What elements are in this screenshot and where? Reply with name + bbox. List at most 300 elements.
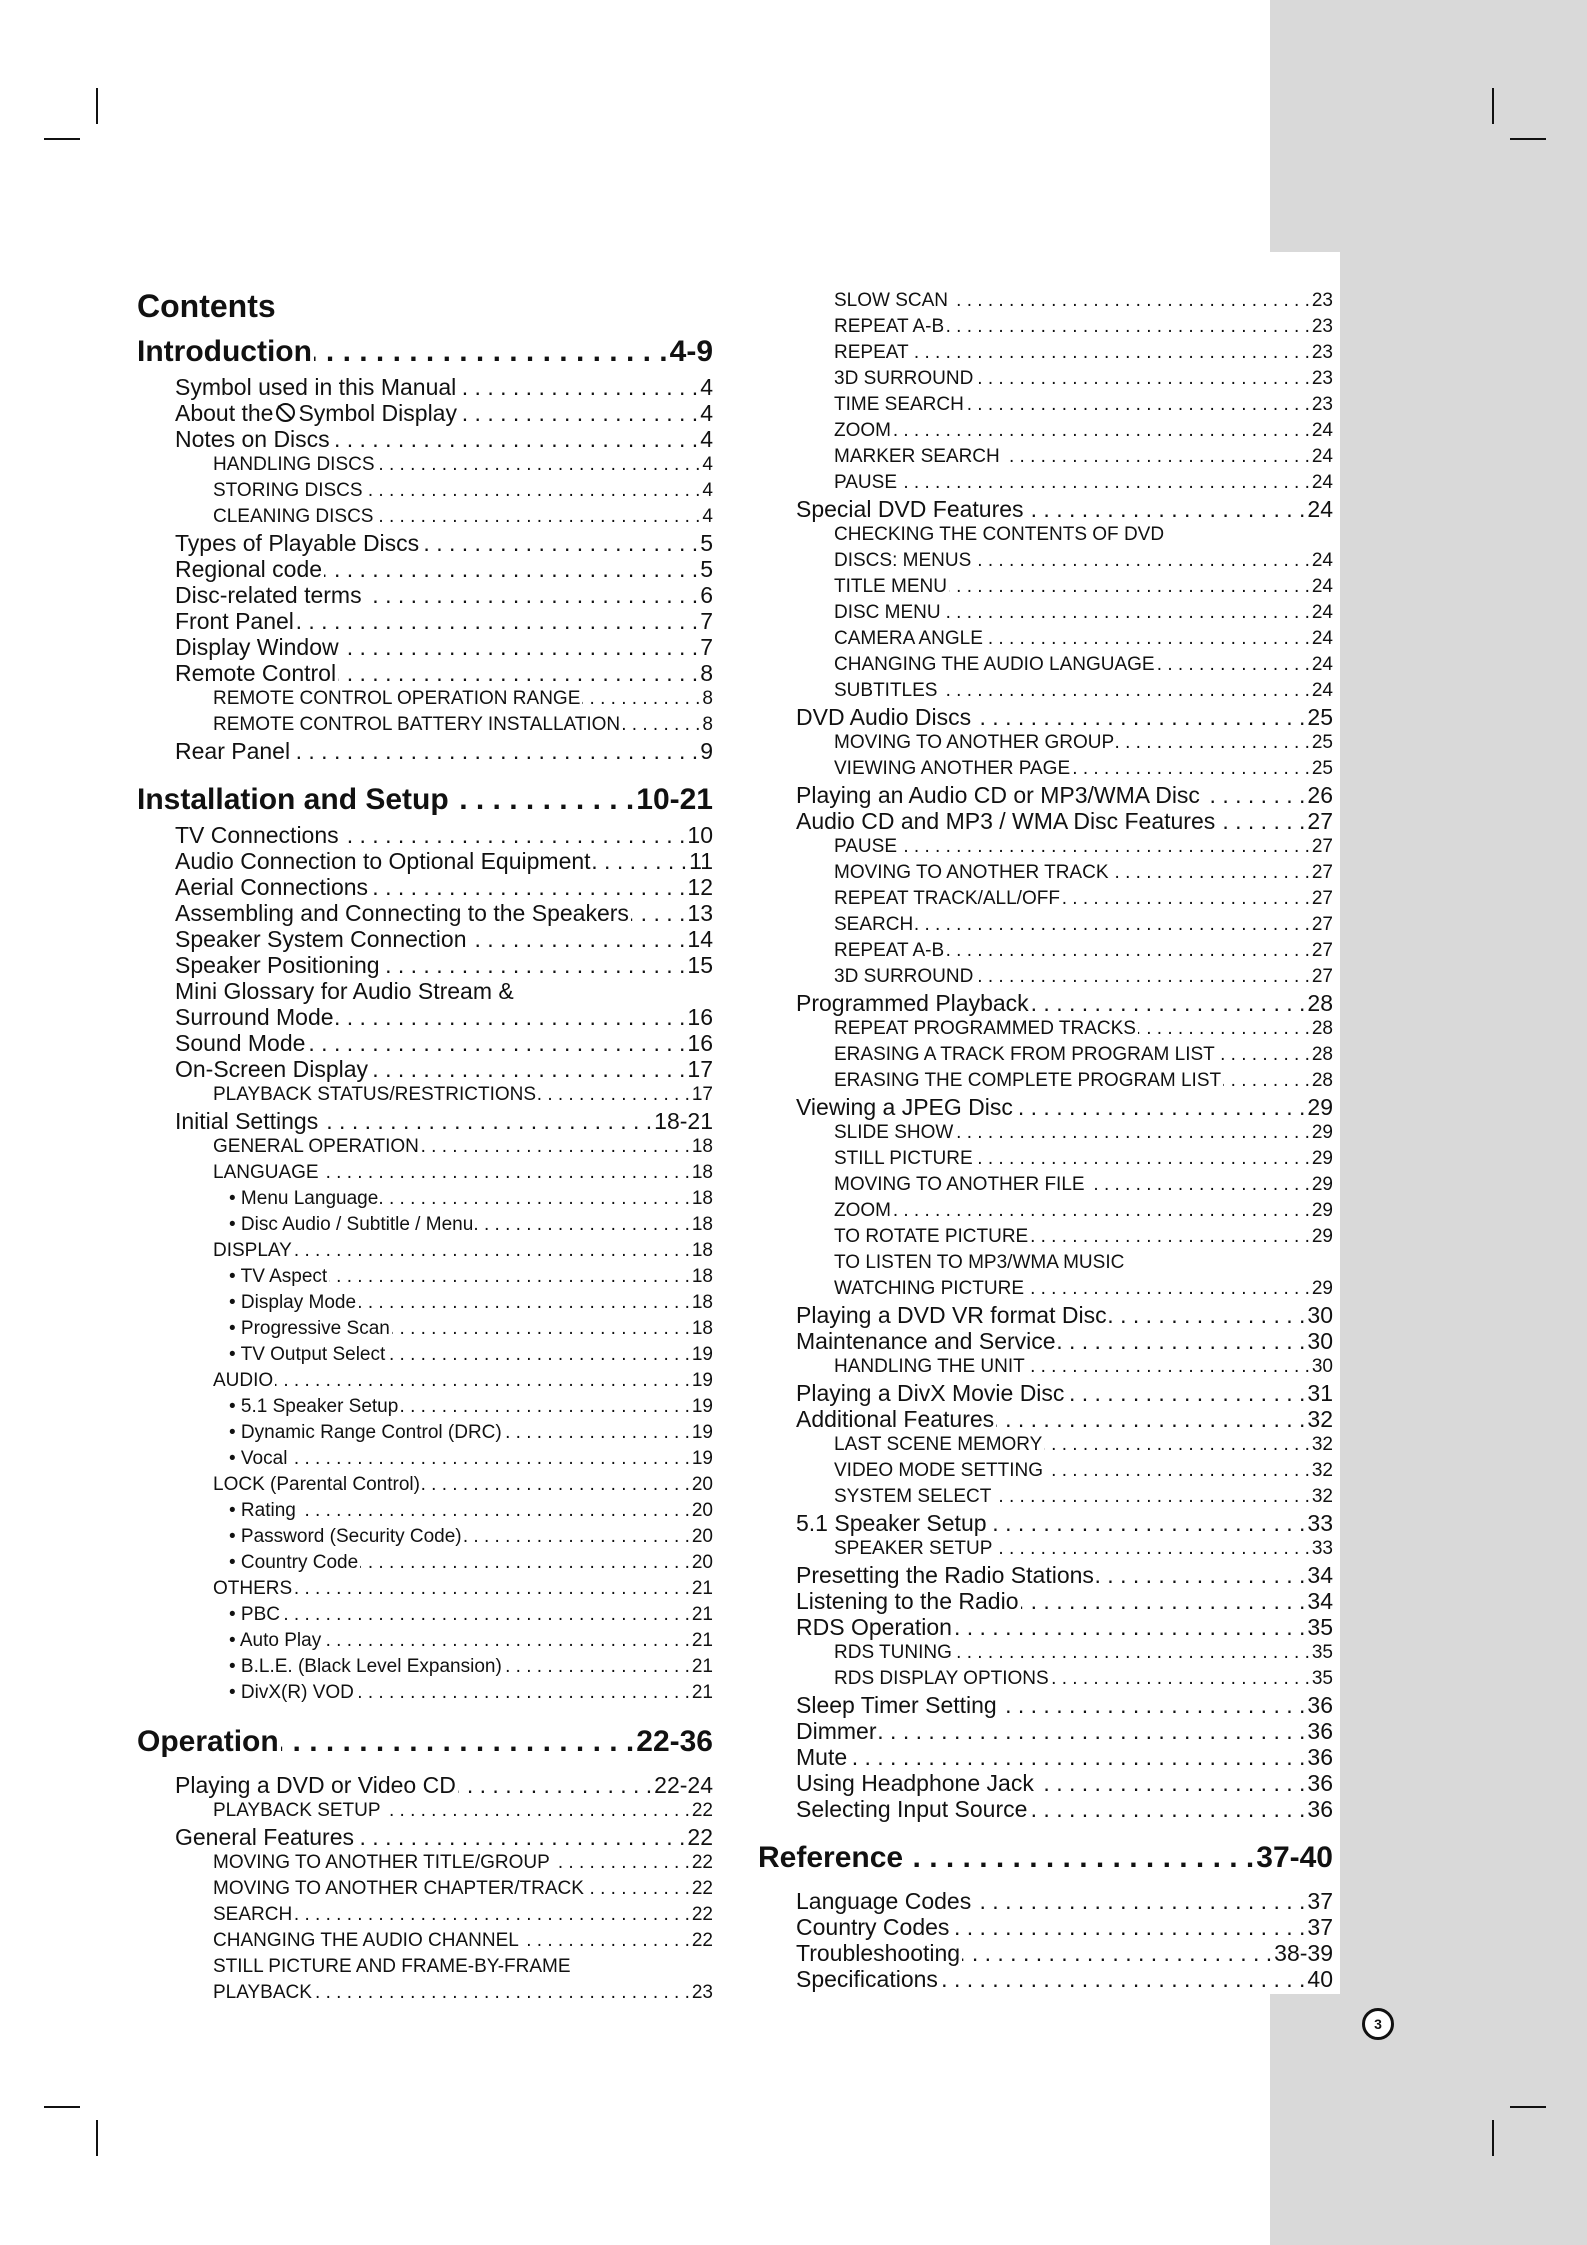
toc-page-number: 21 <box>691 1604 713 1625</box>
leader-dots <box>950 288 1310 314</box>
toc-entry-label: • Auto Play <box>229 1630 322 1651</box>
toc-entry-label: VIEWING ANOTHER PAGE <box>834 758 1071 779</box>
toc-entry[interactable] <box>758 366 1333 392</box>
toc-entry[interactable] <box>758 652 1333 678</box>
toc-entry[interactable] <box>758 1888 1333 1914</box>
toc-entry[interactable] <box>758 626 1333 652</box>
leader-dots <box>946 314 1310 340</box>
toc-entry-label: Language Codes <box>796 1888 972 1914</box>
toc-entry[interactable] <box>758 1172 1333 1198</box>
toc-entry[interactable] <box>758 1588 1333 1614</box>
toc-entry[interactable] <box>758 1966 1333 1992</box>
toc-entry[interactable] <box>758 496 1333 522</box>
toc-page-number: 35 <box>1307 1614 1333 1640</box>
leader-dots <box>365 478 701 504</box>
leader-dots <box>879 1718 1306 1744</box>
toc-page-number: 25 <box>1311 732 1333 753</box>
toc-page-number: 28 <box>1307 990 1333 1016</box>
toc-page-number: 27 <box>1311 966 1333 987</box>
toc-page-number: 20 <box>691 1526 713 1547</box>
leader-dots <box>458 1772 652 1798</box>
toc-entry-label: Playing a DVD VR format Disc <box>796 1302 1107 1328</box>
toc-page-number: 24 <box>1311 550 1333 571</box>
toc-entry[interactable] <box>137 1602 713 1628</box>
leader-dots <box>975 1146 1310 1172</box>
toc-page-number: 30 <box>1307 1302 1333 1328</box>
toc-entry[interactable] <box>137 1082 713 1108</box>
toc-entry[interactable] <box>137 1368 713 1394</box>
toc-right-column <box>758 288 1333 1992</box>
toc-entry-label: RDS TUNING <box>834 1642 952 1663</box>
toc-section-heading[interactable] <box>758 1836 1333 1880</box>
toc-entry[interactable] <box>137 1420 713 1446</box>
toc-entry[interactable] <box>137 1004 713 1030</box>
leader-dots <box>993 1484 1310 1510</box>
toc-page-number: 29 <box>1311 1174 1333 1195</box>
toc-entry-label: Regional code <box>175 556 323 582</box>
toc-entry-label: • Password (Security Code) <box>229 1526 462 1547</box>
toc-entry-label: • Menu Language <box>229 1188 379 1209</box>
toc-entry[interactable] <box>137 1628 713 1654</box>
leader-dots <box>1027 1354 1310 1380</box>
toc-entry[interactable] <box>137 1902 713 1928</box>
toc-entry-label: ERASING A TRACK FROM PROGRAM LIST <box>834 1044 1215 1065</box>
leader-dots <box>552 1850 690 1876</box>
toc-page-number: 27 <box>1307 808 1333 834</box>
leader-dots <box>451 778 635 822</box>
toc-entry-label: PLAYBACK SETUP <box>213 1800 381 1821</box>
leader-dots <box>893 1198 1310 1224</box>
leader-dots <box>975 366 1310 392</box>
toc-entry[interactable] <box>137 1290 713 1316</box>
toc-entry[interactable] <box>758 444 1333 470</box>
toc-page-number: 23 <box>691 1982 713 2003</box>
toc-page-number: 40 <box>1307 1966 1333 1992</box>
toc-entry[interactable] <box>758 1914 1333 1940</box>
leader-dots <box>521 1928 690 1954</box>
toc-entry[interactable] <box>758 1666 1333 1692</box>
toc-entry[interactable] <box>758 1250 1333 1276</box>
toc-entry[interactable] <box>137 478 713 504</box>
toc-entry[interactable] <box>137 1342 713 1368</box>
toc-entry-label: • Dynamic Range Control (DRC) <box>229 1422 502 1443</box>
toc-entry[interactable] <box>137 1876 713 1902</box>
toc-entry[interactable] <box>758 1328 1333 1354</box>
toc-entry[interactable] <box>758 1510 1333 1536</box>
toc-entry-label: ZOOM <box>834 420 891 441</box>
toc-entry-label: PAUSE <box>834 836 898 857</box>
toc-entry[interactable] <box>137 1576 713 1602</box>
toc-page-number: 24 <box>1307 496 1333 522</box>
leader-dots <box>996 1406 1305 1432</box>
toc-page-number: 4 <box>700 426 713 452</box>
toc-entry[interactable] <box>758 912 1333 938</box>
leader-dots <box>1109 1302 1306 1328</box>
toc-entry-label: TO ROTATE PICTURE <box>834 1226 1029 1247</box>
toc-entry[interactable] <box>758 1068 1333 1094</box>
toc-entry[interactable] <box>758 1042 1333 1068</box>
toc-entry[interactable] <box>758 808 1333 834</box>
leader-dots <box>1096 1562 1306 1588</box>
toc-entry[interactable] <box>758 1380 1333 1406</box>
toc-entry[interactable] <box>758 548 1333 574</box>
toc-entry[interactable] <box>137 1550 713 1576</box>
toc-entry[interactable] <box>758 314 1333 340</box>
leader-dots <box>582 686 700 712</box>
toc-entry[interactable] <box>758 1484 1333 1510</box>
toc-page-number: 24 <box>1311 446 1333 467</box>
toc-entry[interactable] <box>137 1772 713 1798</box>
leader-dots <box>282 1602 690 1628</box>
toc-entry[interactable] <box>137 1030 713 1056</box>
toc-entry[interactable] <box>137 1954 713 1980</box>
toc-page-number: 10-21 <box>636 783 713 816</box>
toc-entry-label: Audio CD and MP3 / WMA Disc Features <box>796 808 1216 834</box>
toc-section-heading[interactable] <box>137 1720 713 1764</box>
toc-page-number: 18 <box>691 1136 713 1157</box>
leader-dots <box>985 626 1310 652</box>
toc-entry-label: • Display Mode <box>229 1292 357 1313</box>
toc-entry[interactable] <box>758 1770 1333 1796</box>
toc-entry[interactable] <box>137 374 713 400</box>
toc-page-number: 22 <box>691 1852 713 1873</box>
crop-mark <box>96 2120 98 2156</box>
leader-dots <box>1045 1458 1310 1484</box>
toc-page-number: 18 <box>691 1162 713 1183</box>
toc-entry[interactable] <box>137 822 713 848</box>
toc-entry[interactable] <box>758 1718 1333 1744</box>
toc-entry[interactable] <box>137 848 713 874</box>
toc-entry-label: SPEAKER SETUP <box>834 1538 993 1559</box>
leader-dots <box>962 1940 1272 1966</box>
toc-page-number: 27 <box>1311 914 1333 935</box>
toc-page-number: 4-9 <box>669 335 713 368</box>
toc-entry-label: General Features <box>175 1824 354 1850</box>
toc-entry[interactable] <box>758 1146 1333 1172</box>
toc-entry-label: Rear Panel <box>175 738 291 764</box>
toc-page-number: 7 <box>700 634 713 660</box>
toc-page-number: 34 <box>1307 1562 1333 1588</box>
toc-page-number: 30 <box>1311 1356 1333 1377</box>
toc-entry[interactable] <box>758 522 1333 548</box>
margin-strip-side <box>1340 252 1587 1994</box>
toc-entry[interactable] <box>137 926 713 952</box>
leader-dots <box>314 330 668 374</box>
toc-entry[interactable] <box>758 1458 1333 1484</box>
toc-entry[interactable] <box>758 1016 1333 1042</box>
toc-entry-label: Additional Features <box>796 1406 995 1432</box>
toc-entry[interactable] <box>758 1744 1333 1770</box>
toc-entry-label: SLOW SCAN <box>834 290 949 311</box>
toc-entry[interactable] <box>137 1446 713 1472</box>
leader-dots <box>940 1966 1305 1992</box>
toc-page-number: 24 <box>1311 628 1333 649</box>
toc-entry[interactable] <box>137 1498 713 1524</box>
toc-entry[interactable] <box>758 1614 1333 1640</box>
toc-entry[interactable] <box>137 1524 713 1550</box>
leader-dots <box>1051 1666 1310 1692</box>
toc-entry[interactable] <box>758 678 1333 704</box>
toc-page-number: 23 <box>1311 368 1333 389</box>
toc-page-number: 16 <box>687 1030 713 1056</box>
toc-entry-label: SEARCH <box>213 1904 293 1925</box>
toc-entry[interactable] <box>137 634 713 660</box>
toc-entry-label: HANDLING DISCS <box>213 454 375 475</box>
leader-dots <box>899 470 1310 496</box>
toc-entry[interactable] <box>758 1796 1333 1822</box>
toc-entry[interactable] <box>758 1276 1333 1302</box>
toc-entry[interactable] <box>137 1850 713 1876</box>
leader-dots <box>1116 730 1310 756</box>
toc-page-number: 24 <box>1311 680 1333 701</box>
toc-entry[interactable] <box>758 1536 1333 1562</box>
leader-dots <box>296 608 698 634</box>
toc-entry[interactable] <box>758 574 1333 600</box>
toc-page-number: 33 <box>1307 1510 1333 1536</box>
crop-mark <box>44 138 80 140</box>
leader-dots <box>392 1316 690 1342</box>
toc-entry[interactable] <box>137 530 713 556</box>
leader-dots <box>332 426 699 452</box>
toc-entry[interactable] <box>758 860 1333 886</box>
leader-dots <box>458 374 698 400</box>
toc-entry-label: Playing a DVD or Video CD <box>175 1772 456 1798</box>
toc-page-number: 12 <box>687 874 713 900</box>
crop-mark <box>96 88 98 124</box>
toc-entry-label: PLAYBACK STATUS/RESTRICTIONS <box>213 1084 537 1105</box>
toc-entry[interactable] <box>137 1394 713 1420</box>
toc-entry-label: DISC MENU <box>834 602 941 623</box>
toc-entry-label: OTHERS <box>213 1578 293 1599</box>
toc-page-number: 4 <box>702 506 713 527</box>
toc-page-number: 22 <box>691 1800 713 1821</box>
toc-entry[interactable] <box>137 400 713 426</box>
toc-page-number: 23 <box>1311 290 1333 311</box>
leader-dots <box>358 1290 690 1316</box>
leader-dots <box>911 340 1310 366</box>
toc-entry[interactable] <box>758 1198 1333 1224</box>
leader-dots <box>1223 1068 1310 1094</box>
leader-dots <box>939 678 1309 704</box>
toc-entry[interactable] <box>137 608 713 634</box>
toc-entry-label: Initial Settings <box>175 1108 319 1134</box>
toc-entry[interactable] <box>758 704 1333 730</box>
leader-dots <box>307 1030 685 1056</box>
leader-dots <box>338 660 698 686</box>
toc-page-number: 14 <box>687 926 713 952</box>
toc-entry[interactable] <box>137 1980 713 2006</box>
toc-entry[interactable] <box>137 452 713 478</box>
toc-page-number: 31 <box>1307 1380 1333 1406</box>
toc-entry-label: DISPLAY <box>213 1240 292 1261</box>
toc-entry[interactable] <box>758 1562 1333 1588</box>
toc-entry-label: ZOOM <box>834 1200 891 1221</box>
toc-entry[interactable] <box>137 556 713 582</box>
toc-entry[interactable] <box>758 834 1333 860</box>
toc-entry[interactable] <box>758 886 1333 912</box>
toc-page-number: 22 <box>691 1904 713 1925</box>
toc-entry[interactable] <box>758 990 1333 1016</box>
toc-page-number: 21 <box>691 1630 713 1651</box>
toc-entry[interactable] <box>758 470 1333 496</box>
toc-entry-label: • Progressive Scan <box>229 1318 390 1339</box>
toc-page-number: 17 <box>691 1084 713 1105</box>
leader-dots <box>387 1342 690 1368</box>
toc-page-number: 21 <box>691 1682 713 1703</box>
leader-dots <box>421 530 698 556</box>
leader-dots <box>292 738 698 764</box>
leader-dots <box>893 418 1310 444</box>
toc-page-number: 35 <box>1311 1642 1333 1663</box>
toc-entry-label: VIDEO MODE SETTING <box>834 1460 1044 1481</box>
toc-entry[interactable] <box>137 1316 713 1342</box>
toc-page-number: 25 <box>1307 704 1333 730</box>
toc-page-number: 36 <box>1307 1796 1333 1822</box>
toc-entry[interactable] <box>137 1238 713 1264</box>
toc-entry[interactable] <box>137 426 713 452</box>
toc-entry-label: 3D SURROUND <box>834 368 974 389</box>
crop-mark <box>1492 2120 1494 2156</box>
toc-entry[interactable] <box>758 1640 1333 1666</box>
toc-entry[interactable] <box>137 1134 713 1160</box>
toc-entry[interactable] <box>758 1094 1333 1120</box>
leader-dots <box>324 556 698 582</box>
toc-page-number: 29 <box>1307 1094 1333 1120</box>
toc-entry-label: MOVING TO ANOTHER GROUP <box>834 732 1115 753</box>
toc-page-number: 4 <box>702 480 713 501</box>
leader-dots <box>336 1004 686 1030</box>
toc-page-number: 33 <box>1311 1538 1333 1559</box>
toc-entry[interactable] <box>758 1302 1333 1328</box>
toc-page-number: 22 <box>691 1878 713 1899</box>
toc-entry-label: 3D SURROUND <box>834 966 974 987</box>
toc-entry[interactable] <box>137 712 713 738</box>
toc-entry[interactable] <box>758 1406 1333 1432</box>
toc-entry[interactable] <box>137 1928 713 1954</box>
leader-dots <box>943 600 1310 626</box>
toc-entry-label: SYSTEM SELECT <box>834 1486 992 1507</box>
toc-entry[interactable] <box>137 1108 713 1134</box>
toc-entry[interactable] <box>758 1940 1333 1966</box>
toc-entry[interactable] <box>137 1824 713 1850</box>
toc-page-number: 36 <box>1307 1692 1333 1718</box>
toc-entry-label: Notes on Discs <box>175 426 330 452</box>
toc-entry[interactable] <box>758 782 1333 808</box>
leader-dots <box>999 1692 1306 1718</box>
toc-entry-label: Installation and Setup <box>137 783 449 816</box>
toc-entry-label: Audio Connection to Optional Equipment <box>175 848 591 874</box>
leader-dots <box>504 1420 690 1446</box>
leader-dots <box>849 1744 1305 1770</box>
toc-entry-label: Selecting Input Source <box>796 1796 1028 1822</box>
toc-entry[interactable] <box>137 1654 713 1680</box>
toc-entry[interactable] <box>758 418 1333 444</box>
toc-page-number: 24 <box>1311 576 1333 597</box>
toc-entry-label: RDS Operation <box>796 1614 952 1640</box>
toc-entry-label: AUDIO <box>213 1370 274 1391</box>
toc-page-number: 18 <box>691 1188 713 1209</box>
toc-entry[interactable] <box>137 1472 713 1498</box>
toc-section-heading[interactable] <box>137 778 713 822</box>
toc-entry[interactable] <box>758 938 1333 964</box>
leader-dots <box>1058 1328 1306 1354</box>
toc-entry[interactable] <box>758 1432 1333 1458</box>
leader-dots <box>459 400 698 426</box>
toc-entry[interactable] <box>137 582 713 608</box>
toc-entry[interactable] <box>758 1692 1333 1718</box>
toc-entry[interactable] <box>758 288 1333 314</box>
toc-entry[interactable] <box>758 1120 1333 1146</box>
toc-entry[interactable] <box>137 686 713 712</box>
toc-entry[interactable] <box>137 1798 713 1824</box>
leader-dots <box>320 1108 652 1134</box>
leader-dots <box>294 1902 690 1928</box>
toc-entry[interactable] <box>137 952 713 978</box>
toc-entry[interactable] <box>758 1224 1333 1250</box>
toc-entry-label: CAMERA ANGLE <box>834 628 983 649</box>
crop-mark <box>44 2106 80 2108</box>
toc-entry[interactable] <box>758 392 1333 418</box>
toc-entry[interactable] <box>758 756 1333 782</box>
toc-page-number: 29 <box>1311 1122 1333 1143</box>
margin-strip-top <box>1270 0 1587 252</box>
toc-page-number: 5 <box>700 530 713 556</box>
toc-entry-label: • Disc Audio / Subtitle / Menu <box>229 1214 474 1235</box>
toc-page-number: 21 <box>691 1578 713 1599</box>
toc-page-number: 29 <box>1311 1226 1333 1247</box>
leader-dots <box>321 1160 690 1186</box>
toc-page-number: 28 <box>1311 1018 1333 1039</box>
toc-entry-label: Playing an Audio CD or MP3/WMA Disc <box>796 782 1200 808</box>
toc-entry[interactable] <box>137 1056 713 1082</box>
toc-entry[interactable] <box>137 660 713 686</box>
toc-entry[interactable] <box>137 978 713 1004</box>
toc-entry[interactable] <box>758 600 1333 626</box>
toc-page-number: 18 <box>691 1292 713 1313</box>
toc-entry[interactable] <box>137 1264 713 1290</box>
toc-entry[interactable] <box>137 738 713 764</box>
leader-dots <box>329 1264 690 1290</box>
leader-dots <box>475 1212 690 1238</box>
toc-entry[interactable] <box>758 730 1333 756</box>
toc-entry[interactable] <box>137 1212 713 1238</box>
toc-entry-label: Troubleshooting <box>796 1940 961 1966</box>
leader-dots <box>1026 1276 1310 1302</box>
toc-entry[interactable] <box>137 1186 713 1212</box>
toc-entry-label: Speaker System Connection <box>175 926 467 952</box>
crop-mark <box>1510 2106 1546 2108</box>
toc-entry[interactable] <box>137 874 713 900</box>
toc-section-heading[interactable] <box>137 330 713 374</box>
toc-entry[interactable] <box>137 504 713 530</box>
leader-dots <box>1036 1770 1306 1796</box>
toc-page-number: 25 <box>1311 758 1333 779</box>
leader-dots <box>364 582 699 608</box>
toc-entry[interactable] <box>758 340 1333 366</box>
toc-page-number: 32 <box>1311 1486 1333 1507</box>
leader-dots <box>1030 1224 1310 1250</box>
toc-page-number: 13 <box>687 900 713 926</box>
toc-entry[interactable] <box>137 900 713 926</box>
toc-entry[interactable] <box>137 1160 713 1186</box>
leader-dots <box>954 1614 1305 1640</box>
leader-dots <box>1066 1380 1305 1406</box>
toc-page-number: 27 <box>1311 836 1333 857</box>
toc-entry[interactable] <box>758 964 1333 990</box>
toc-entry[interactable] <box>758 1354 1333 1380</box>
toc-page-number: 18-21 <box>654 1108 713 1134</box>
toc-entry[interactable] <box>137 1680 713 1706</box>
